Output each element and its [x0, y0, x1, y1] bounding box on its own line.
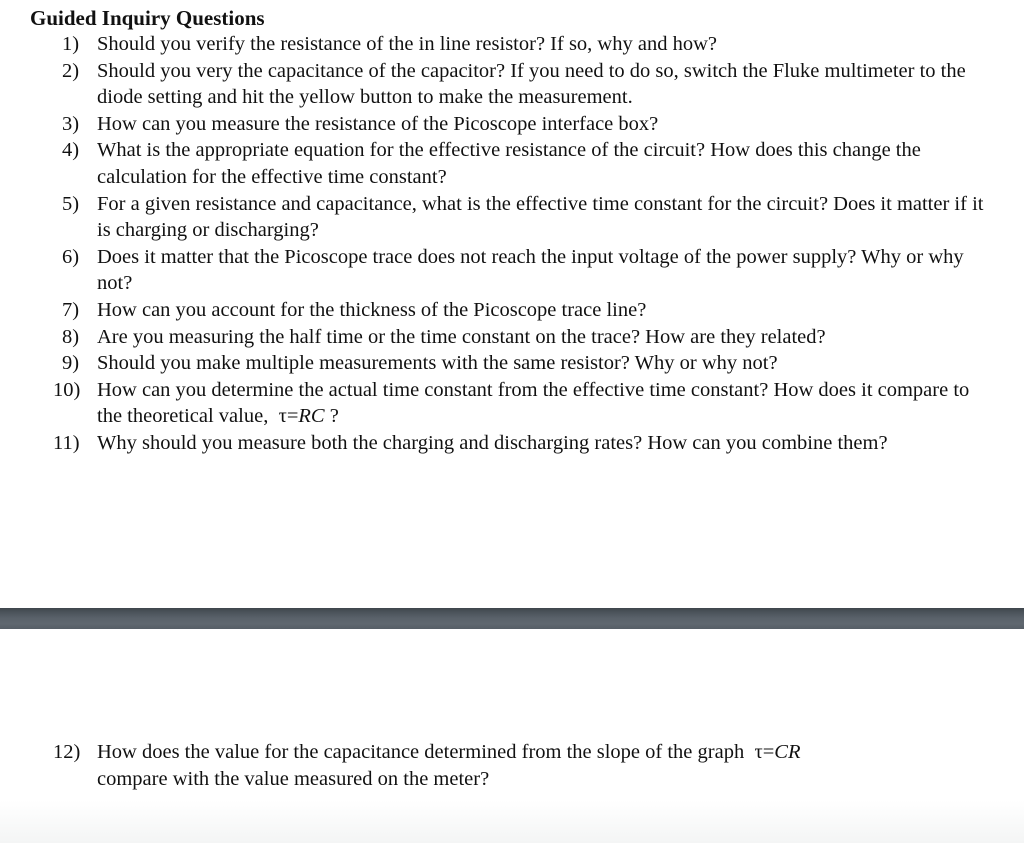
- question-text: Are you measuring the half time or the time constant on the trace? How are they related?: [97, 325, 826, 348]
- tau-formula: [279, 405, 325, 427]
- question-number: 7): [62, 298, 80, 321]
- document-page-bottom: [0, 629, 1024, 843]
- question-number: 3): [62, 112, 80, 135]
- question-item-3: [0, 111, 1024, 138]
- question-item-5: [0, 191, 1024, 244]
- question-text: Should you verify the resistance of the in line resistor? If so, why and how?: [97, 33, 717, 55]
- question-item-12: [0, 739, 1024, 792]
- question-list: [0, 31, 1024, 457]
- question-text-main: How can you determine the actual time constant from the effective time constant? How does it compare to the theoretical value,: [97, 378, 970, 428]
- question-item-8: [0, 324, 1024, 351]
- question-number: 1): [62, 33, 80, 55]
- question-number: 5): [62, 192, 80, 215]
- question-item-11: [0, 430, 1024, 457]
- question-item-9: [0, 350, 1024, 377]
- question-number: 2): [62, 59, 80, 82]
- formula-variable: RC: [298, 405, 325, 428]
- question-item-7: [0, 297, 1024, 324]
- question-number: 11): [53, 431, 80, 454]
- question-text: [97, 377, 984, 430]
- question-number: 8): [62, 325, 80, 348]
- question-text: How can you measure the resistance of the Picoscope interface box?: [97, 112, 659, 135]
- question-list-continued: [0, 739, 1024, 792]
- question-text: For a given resistance and capacitance, what is the effective time constant for the circuit? Does it matter if it is charging or discharging?: [97, 192, 984, 242]
- formula-equals: =: [762, 741, 775, 763]
- question-suffix: ?: [324, 405, 339, 428]
- question-text-main: How does the value for the capacitance determined from the slope of the graph: [97, 741, 750, 763]
- question-item-2: [0, 58, 1024, 111]
- question-number: 9): [62, 352, 80, 375]
- formula-equals: =: [286, 405, 299, 428]
- question-item-10: [0, 377, 1024, 430]
- formula-variable: CR: [774, 741, 801, 763]
- question-item-1: [0, 31, 1024, 58]
- question-number: 4): [62, 139, 80, 162]
- page-title: Guided Inquiry Questions: [30, 6, 265, 30]
- question-text: Should you make multiple measurements with the same resistor? Why or why not?: [97, 352, 778, 375]
- question-text: Should you very the capacitance of the capacitor? If you need to do so, switch the Fluke multimeter to the diode setting and hit the yellow button to make the measurement.: [97, 59, 966, 109]
- tau-formula: [749, 741, 800, 763]
- question-item-4: [0, 137, 1024, 190]
- question-item-6: [0, 244, 1024, 297]
- question-number: 10): [53, 378, 81, 401]
- question-number: 12): [53, 741, 81, 763]
- question-text-continued: compare with the value measured on the meter?: [97, 767, 490, 790]
- page-break-divider: [0, 608, 1024, 629]
- question-text: [97, 739, 984, 792]
- question-text: Why should you measure both the charging and discharging rates? How can you combine them?: [97, 431, 888, 454]
- tau-symbol: τ: [754, 741, 763, 763]
- question-text: Does it matter that the Picoscope trace does not reach the input voltage of the power supply? Why or why not?: [97, 245, 964, 295]
- tau-symbol: τ: [278, 405, 287, 428]
- question-text: What is the appropriate equation for the effective resistance of the circuit? How does this change the calculation for the effective time constant?: [97, 139, 921, 188]
- question-number: 6): [62, 245, 80, 268]
- question-text: How can you account for the thickness of the Picoscope trace line?: [97, 298, 647, 321]
